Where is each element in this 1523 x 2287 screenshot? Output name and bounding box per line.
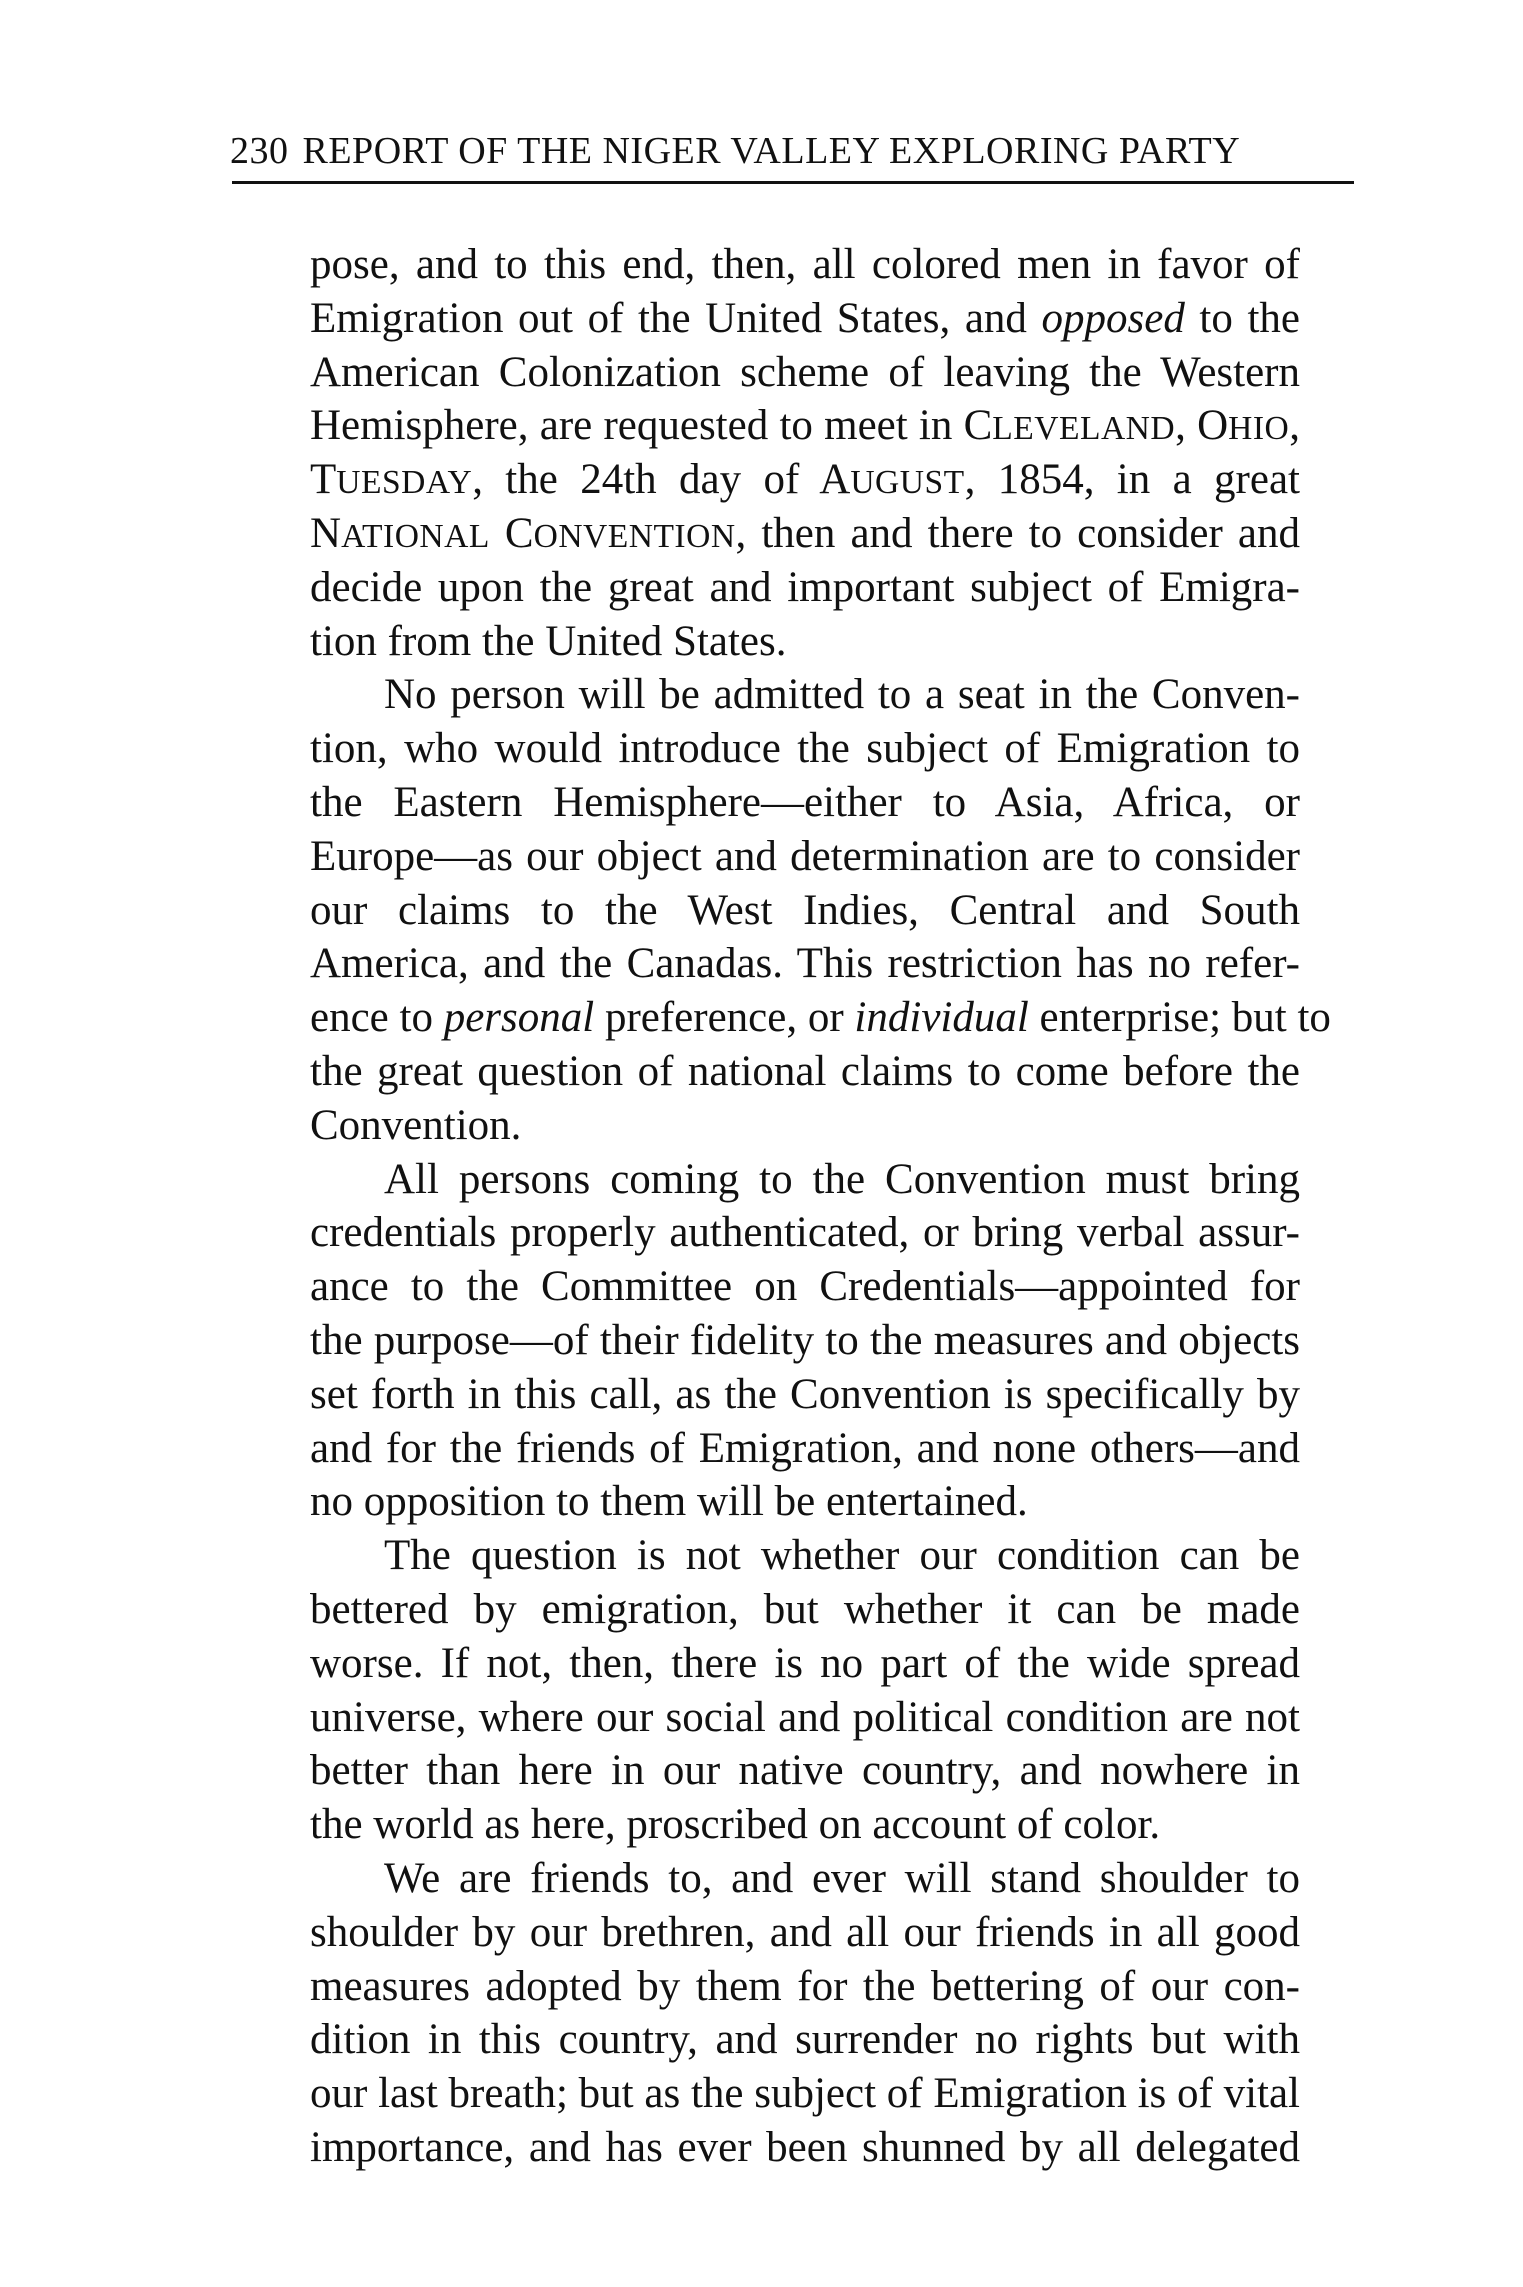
text-line: the world as here, proscribed on account of color. xyxy=(310,1801,1161,1849)
text-line: our claims to the West Indies, Central and South xyxy=(310,886,1300,934)
text-line: All persons coming to the Convention must bring xyxy=(384,1155,1300,1203)
text-line: No person will be admitted to a seat in the Conven- xyxy=(384,671,1300,719)
text-line: better than here in our native country, and nowhere in xyxy=(310,1747,1300,1795)
paragraph xyxy=(310,238,1300,668)
small-caps-text: ONVENTION xyxy=(533,517,736,555)
text-line: no opposition to them will be entertained. xyxy=(310,1478,1028,1526)
paragraph xyxy=(310,1529,1300,1852)
body-text xyxy=(310,238,1331,2175)
text-line: bettered by emigration, but whether it can be made xyxy=(310,1585,1300,1633)
text-line: ence to personal preference, or individual enterprise; but to xyxy=(310,994,1331,1042)
text-line: importance, and has ever been shunned by all delegated xyxy=(310,2123,1300,2171)
italic-emphasis: individual xyxy=(854,994,1029,1042)
text-line: ance to the Committee on Credentials—appointed for xyxy=(310,1263,1300,1311)
text-line: American Colonization scheme of leaving the Western xyxy=(310,348,1300,396)
text-line: Hemisphere, are requested to meet in CLEVELAND, OHIO, xyxy=(310,402,1300,450)
small-caps-text: ATIONAL xyxy=(341,517,490,555)
text-line: measures adopted by them for the bettering of our con- xyxy=(310,1962,1300,2010)
text-line: Emigration out of the United States, and opposed to the xyxy=(310,294,1300,342)
running-title: REPORT OF THE NIGER VALLEY EXPLORING PARTY xyxy=(302,130,1241,172)
text-line: set forth in this call, as the Convention is specifically by xyxy=(310,1370,1300,1418)
paragraph xyxy=(310,1852,1300,2175)
italic-emphasis: opposed xyxy=(1041,294,1185,342)
text-line: tion from the United States. xyxy=(310,617,787,665)
text-line: universe, where our social and political condition are not xyxy=(310,1693,1300,1741)
small-caps-text: LEVELAND xyxy=(992,410,1176,448)
header-rule xyxy=(232,181,1354,184)
paragraph xyxy=(310,668,1331,1152)
text-line: worse. If not, then, there is no part of the wide spread xyxy=(310,1639,1300,1687)
italic-emphasis: personal xyxy=(443,994,595,1042)
page-number: 230 xyxy=(230,130,289,172)
text-line: America, and the Canadas. This restriction has no refer- xyxy=(310,940,1300,988)
text-line: tion, who would introduce the subject of Emigration to xyxy=(310,725,1300,773)
text-line: the great question of national claims to come before the xyxy=(310,1047,1300,1095)
text-line: The question is not whether our condition can be xyxy=(384,1532,1300,1580)
text-line: Convention. xyxy=(310,1101,522,1149)
running-head xyxy=(230,128,1355,174)
text-line: the Eastern Hemisphere—either to Asia, Africa, or xyxy=(310,778,1300,826)
paragraph xyxy=(310,1153,1300,1530)
text-line: pose, and to this end, then, all colored men in favor of xyxy=(310,241,1300,288)
text-line: NATIONAL CONVENTION, then and there to consider and xyxy=(310,509,1300,557)
text-line: TUESDAY, the 24th day of AUGUST, 1854, in a great xyxy=(310,456,1300,504)
text-line: shoulder by our brethren, and all our friends in all good xyxy=(310,1908,1300,1956)
small-caps-text: UESDAY xyxy=(336,464,473,502)
small-caps-text: HIO xyxy=(1228,410,1290,448)
text-line: We are friends to, and ever will stand shoulder to xyxy=(384,1854,1300,1902)
text-line: dition in this country, and surrender no rights but with xyxy=(310,2016,1300,2064)
text-line: decide upon the great and important subject of Emigra- xyxy=(310,563,1300,611)
text-line: and for the friends of Emigration, and none others—and xyxy=(310,1424,1300,1472)
text-line: our last breath; but as the subject of Emigration is of vital xyxy=(310,2070,1300,2118)
text-line: credentials properly authenticated, or bring verbal assur- xyxy=(310,1209,1300,1257)
text-line: the purpose—of their fidelity to the measures and objects xyxy=(310,1316,1300,1364)
small-caps-text: UGUST xyxy=(850,464,965,502)
text-line: Europe—as our object and determination are to consider xyxy=(310,832,1300,880)
